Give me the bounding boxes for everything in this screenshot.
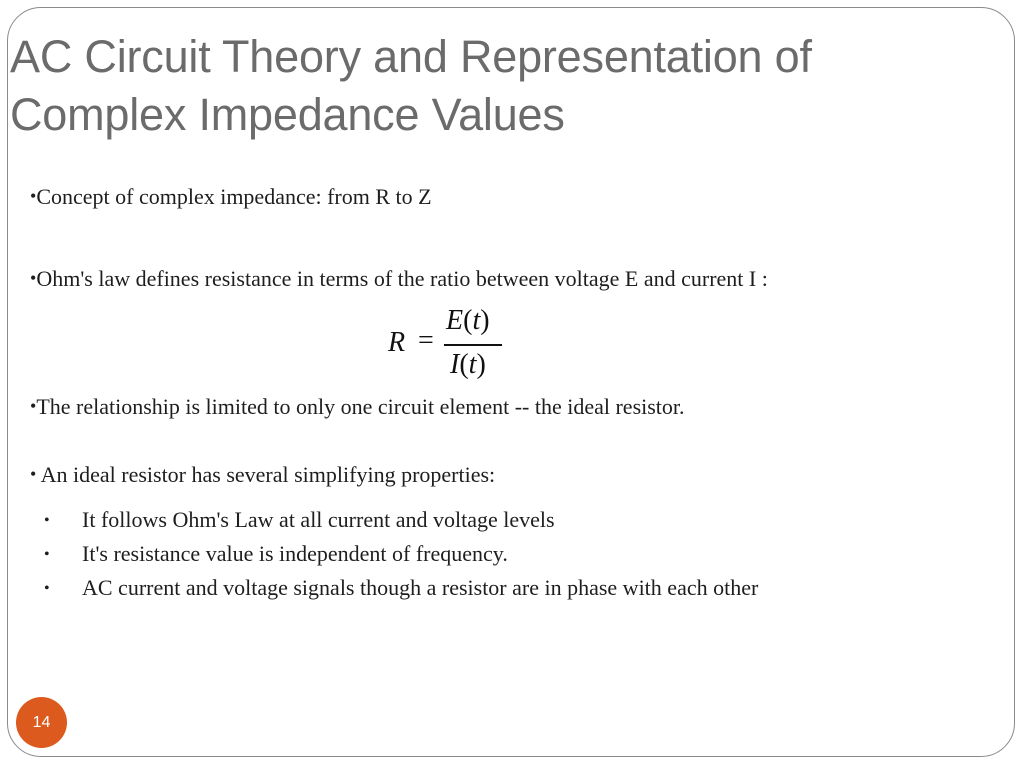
bullet-ideal-resistor bbox=[30, 462, 495, 488]
sub-bullet-dot: • bbox=[44, 580, 50, 597]
slide-title bbox=[10, 28, 990, 144]
bullet-text: The relationship is limited to only one circuit element -- the ideal resistor. bbox=[36, 394, 685, 419]
sub-bullet-text: It's resistance value is independent of frequency. bbox=[82, 541, 508, 566]
formula-numerator: E(t) bbox=[446, 305, 490, 336]
bullet-limited-relationship bbox=[30, 394, 685, 420]
fraction-bar bbox=[444, 344, 502, 346]
bullet-dot: • bbox=[30, 186, 37, 206]
sub-bullet-text: AC current and voltage signals though a resistor are in phase with each other bbox=[82, 575, 759, 600]
bullet-text: Ohm's law defines resistance in terms of the ratio between voltage E and current I : bbox=[36, 266, 768, 291]
bullet-text: Concept of complex impedance: from R to Z bbox=[36, 184, 432, 209]
bullet-dot: • bbox=[30, 268, 37, 288]
formula-denominator: I(t) bbox=[450, 349, 486, 380]
bullet-dot: • bbox=[30, 464, 37, 484]
page-number: 14 bbox=[32, 713, 51, 731]
title-line-1: AC Circuit Theory and Representation of bbox=[10, 31, 812, 82]
bullet-dot: • bbox=[30, 396, 37, 416]
formula-equals: = bbox=[418, 325, 434, 356]
bullet-complex-impedance bbox=[30, 184, 432, 210]
formula-lhs: R bbox=[388, 327, 406, 358]
sub-bullet-dot: • bbox=[44, 512, 50, 529]
title-line-2: Complex Impedance Values bbox=[10, 89, 565, 140]
sub-bullet-in-phase bbox=[44, 575, 758, 601]
sub-bullet-frequency bbox=[44, 541, 508, 567]
bullet-text: An ideal resistor has several simplifying properties: bbox=[36, 462, 496, 487]
sub-bullet-dot: • bbox=[44, 546, 50, 563]
page-number-badge bbox=[16, 697, 67, 748]
bullet-ohms-law bbox=[30, 266, 768, 292]
sub-bullet-ohms-law-levels bbox=[44, 507, 555, 533]
sub-bullet-text: It follows Ohm's Law at all current and voltage levels bbox=[82, 507, 555, 532]
